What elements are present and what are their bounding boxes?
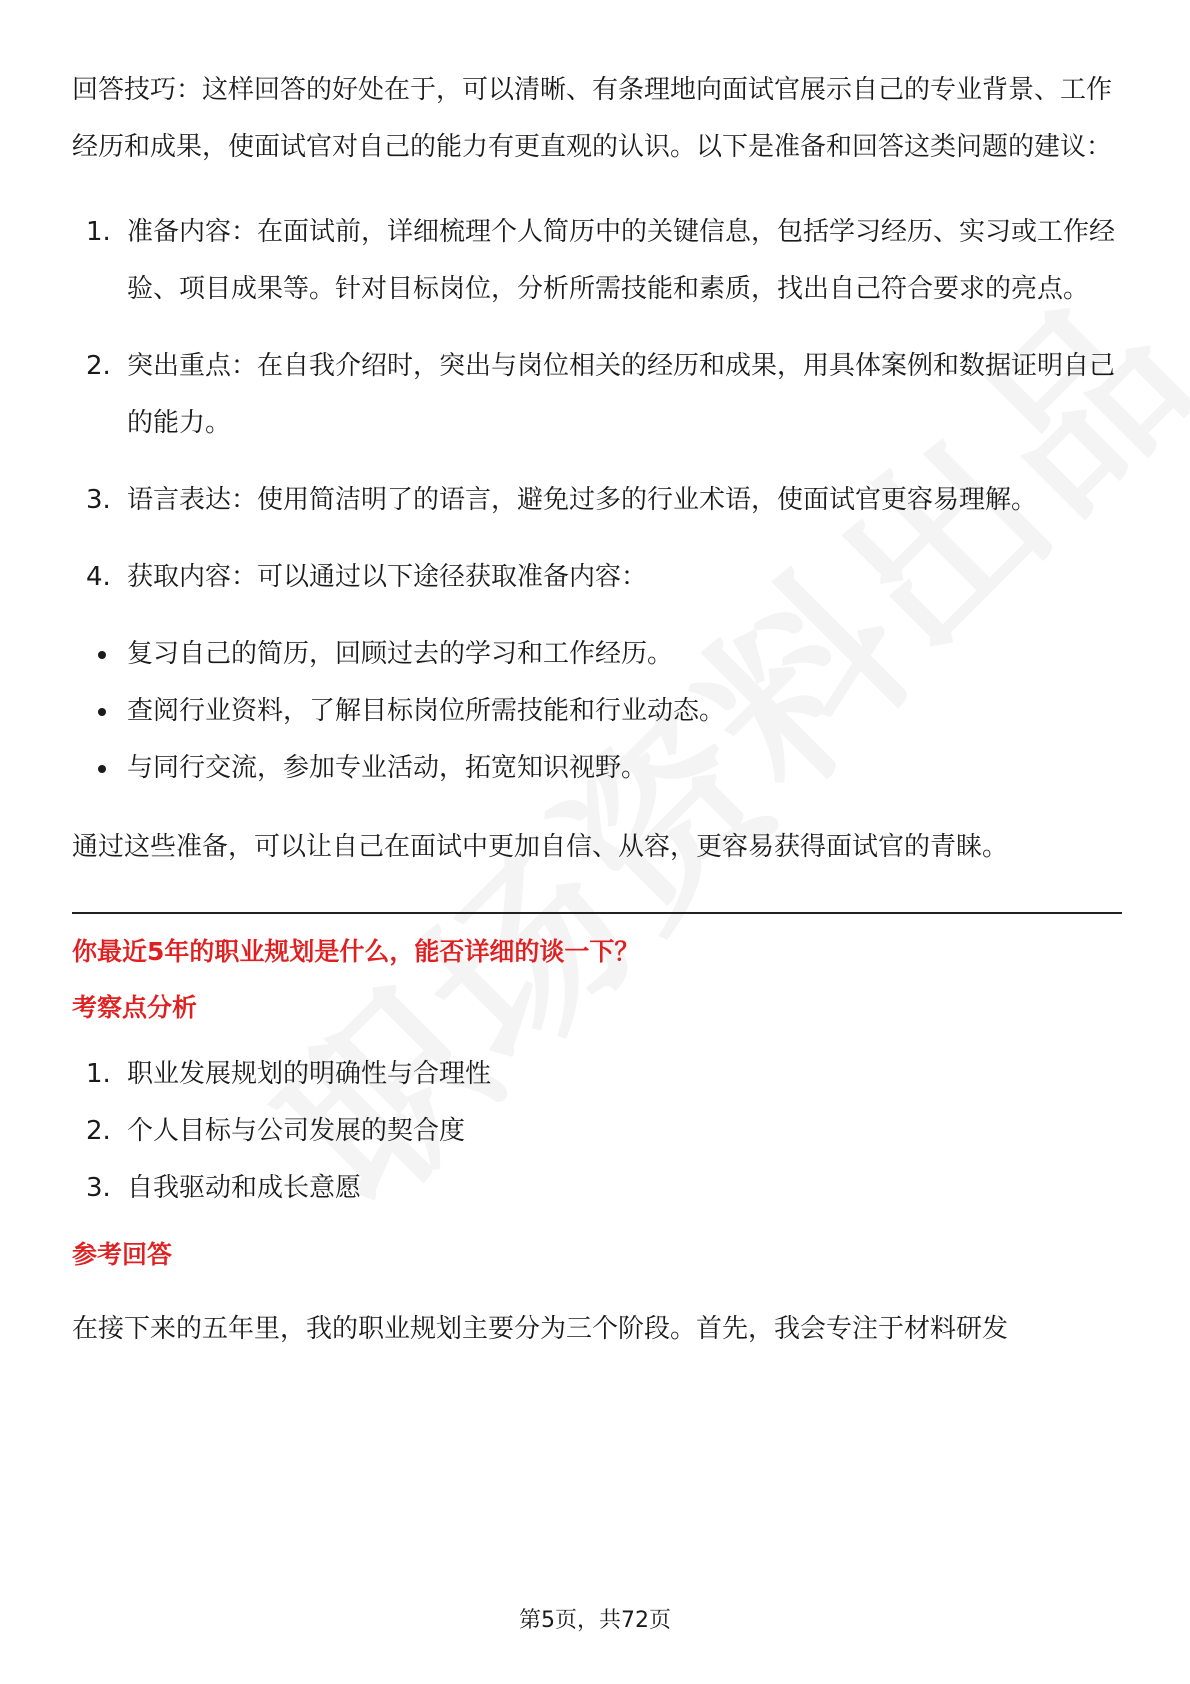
bullet-icon bbox=[98, 651, 106, 659]
content bbox=[72, 62, 1122, 1358]
list-item: 查阅行业资料，了解目标岗位所需技能和行业动态。 bbox=[72, 683, 1122, 740]
answer-heading: 参考回答 bbox=[72, 1240, 173, 1269]
answer-paragraph: 在接下来的五年里，我的职业规划主要分为三个阶段。首先，我会专注于材料研发 bbox=[72, 1314, 1009, 1344]
list-number: 2. bbox=[86, 1116, 111, 1146]
list-item: 与同行交流，参加专业活动，拓宽知识视野。 bbox=[72, 740, 1122, 797]
list-gap bbox=[72, 529, 1122, 549]
tip-item bbox=[72, 472, 1122, 529]
analysis-list bbox=[72, 1046, 1122, 1217]
list-number: 1. bbox=[86, 1059, 111, 1089]
tip-item bbox=[72, 204, 1122, 318]
list-number: 4. bbox=[86, 562, 111, 592]
tip-text: 语言表达：使用简洁明了的语言，避免过多的行业术语，使面试官更容易理解。 bbox=[127, 485, 1038, 515]
tip-item bbox=[72, 338, 1122, 452]
bullet-icon bbox=[98, 708, 106, 716]
list-number: 3. bbox=[86, 485, 111, 515]
tip-text: 突出重点：在自我介绍时，突出与岗位相关的经历和成果，用具体案例和数据证明自己的能力。 bbox=[127, 351, 1116, 438]
closing-paragraph: 通过这些准备，可以让自己在面试中更加自信、从容，更容易获得面试官的青睐。 bbox=[72, 832, 1009, 862]
tip-item bbox=[72, 549, 1122, 606]
analysis-item: 2. 个人目标与公司发展的契合度 bbox=[72, 1103, 1122, 1160]
analysis-heading: 考察点分析 bbox=[72, 993, 198, 1022]
list-gap bbox=[72, 452, 1122, 472]
tip-text: 获取内容：可以通过以下途径获取准备内容： bbox=[127, 562, 648, 592]
question-title: 你最近5年的职业规划是什么，能否详细的谈一下？ bbox=[72, 937, 640, 966]
list-gap bbox=[72, 318, 1122, 338]
tip-text: 准备内容：在面试前，详细梳理个人简历中的关键信息，包括学习经历、实习或工作经验、项目成果等。针对目标岗位，分析所需技能和素质，找出自己符合要求的亮点。 bbox=[127, 217, 1116, 304]
list-number: 2. bbox=[86, 351, 111, 381]
intro-paragraph: 回答技巧：这样回答的好处在于，可以清晰、有条理地向面试官展示自己的专业背景、工作经历和成果，使面试官对自己的能力有更直观的认识。以下是准备和回答这类问题的建议： bbox=[72, 75, 1113, 162]
list-number: 3. bbox=[86, 1173, 111, 1203]
sources-list bbox=[72, 626, 1122, 797]
tips-list bbox=[72, 204, 1122, 606]
analysis-item: 1. 职业发展规划的明确性与合理性 bbox=[72, 1046, 1122, 1103]
list-item: 复习自己的简历，回顾过去的学习和工作经历。 bbox=[72, 626, 1122, 683]
list-number: 1. bbox=[86, 217, 111, 247]
bullet-icon bbox=[98, 765, 106, 773]
page-number: 第5页，共72页 bbox=[519, 1608, 671, 1633]
analysis-item: 3. 自我驱动和成长意愿 bbox=[72, 1160, 1122, 1217]
